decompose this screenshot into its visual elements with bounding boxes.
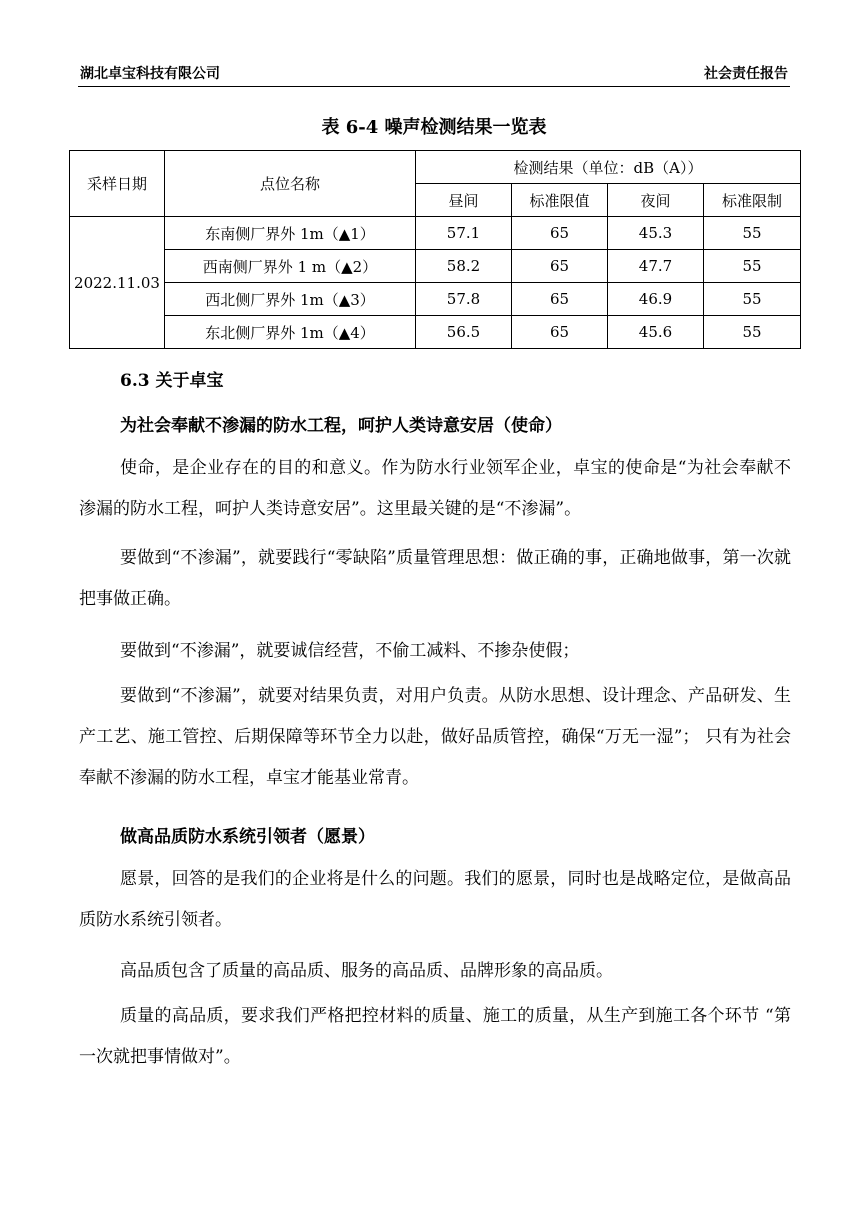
table-title: 表 6-4 噪声检测结果一览表 xyxy=(321,117,547,138)
header-report-title: 社会责任报告 xyxy=(704,66,788,82)
header-company: 湖北卓宝科技有限公司 xyxy=(80,66,220,82)
night-limit-cell: 55 xyxy=(704,217,801,250)
night-limit-cell: 55 xyxy=(704,283,801,316)
header-point-name: 点位名称 xyxy=(165,151,416,217)
mission-paragraph: 要做到“不渗漏”，就要诚信经营，不偷工减料、不掺杂使假； xyxy=(120,641,580,661)
table-row xyxy=(70,250,801,283)
vision-paragraph: 高品质包含了质量的高品质、服务的高品质、品牌形象的高品质。 xyxy=(120,961,613,981)
night-value-cell: 46.9 xyxy=(608,283,704,316)
day-limit-cell: 65 xyxy=(512,217,608,250)
page-header xyxy=(80,60,788,86)
noise-results-table xyxy=(69,150,801,349)
vision-heading: 做高品质防水系统引领者（愿景） xyxy=(120,827,375,847)
day-value-cell: 57.1 xyxy=(416,217,512,250)
day-value-cell: 57.8 xyxy=(416,283,512,316)
night-value-cell: 45.6 xyxy=(608,316,704,349)
night-value-cell: 47.7 xyxy=(608,250,704,283)
point-name-cell: 东南侧厂界外 1m（▲1） xyxy=(165,217,416,250)
header-night: 夜间 xyxy=(608,184,704,217)
mission-heading: 为社会奉献不渗漏的防水工程，呵护人类诗意安居（使命） xyxy=(120,416,562,436)
point-name-cell: 东北侧厂界外 1m（▲4） xyxy=(165,316,416,349)
mission-paragraph: 使命，是企业存在的目的和意义。作为防水行业领军企业，卓宝的使命是“为社会奉献不渗漏的防水工程，呵护人类诗意安居”。这里最关键的是“不渗漏”。 xyxy=(79,458,791,519)
header-day: 昼间 xyxy=(416,184,512,217)
header-rule xyxy=(78,86,790,87)
day-limit-cell: 65 xyxy=(512,250,608,283)
night-value-cell: 45.3 xyxy=(608,217,704,250)
table-row xyxy=(70,217,801,250)
night-limit-cell: 55 xyxy=(704,250,801,283)
table-row xyxy=(70,283,801,316)
point-name-cell: 西南侧厂界外 1 m（▲2） xyxy=(165,250,416,283)
night-limit-cell: 55 xyxy=(704,316,801,349)
sampling-date-cell: 2022.11.03 xyxy=(70,217,165,349)
header-day-limit: 标准限值 xyxy=(512,184,608,217)
table-row xyxy=(70,316,801,349)
day-limit-cell: 65 xyxy=(512,283,608,316)
header-night-limit: 标准限制 xyxy=(704,184,801,217)
vision-paragraph: 质量的高品质，要求我们严格把控材料的质量、施工的质量，从生产到施工各个环节 “第一次就把事情做对”。 xyxy=(79,1006,791,1067)
mission-paragraph: 要做到“不渗漏”，就要践行“零缺陷”质量管理思想：做正确的事，正确地做事，第一次就把事做正确。 xyxy=(79,548,791,609)
header-sampling-date: 采样日期 xyxy=(70,151,165,217)
header-results-group: 检测结果（单位：dB（A）） xyxy=(416,151,801,184)
section-title: 6.3 关于卓宝 xyxy=(120,371,224,391)
day-limit-cell: 65 xyxy=(512,316,608,349)
day-value-cell: 58.2 xyxy=(416,250,512,283)
day-value-cell: 56.5 xyxy=(416,316,512,349)
point-name-cell: 西北侧厂界外 1m（▲3） xyxy=(165,283,416,316)
vision-paragraph: 愿景，回答的是我们的企业将是什么的问题。我们的愿景，同时也是战略定位，是做高品质防水系统引领者。 xyxy=(79,869,791,930)
mission-paragraph: 要做到“不渗漏”，就要对结果负责，对用户负责。从防水思想、设计理念、产品研发、生产工艺、施工管控、后期保障等环节全力以赴，做好品质管控，确保“万无一湿”； 只有为社会奉献不渗漏的防水工程，卓宝才能基业常青。 xyxy=(79,686,791,788)
